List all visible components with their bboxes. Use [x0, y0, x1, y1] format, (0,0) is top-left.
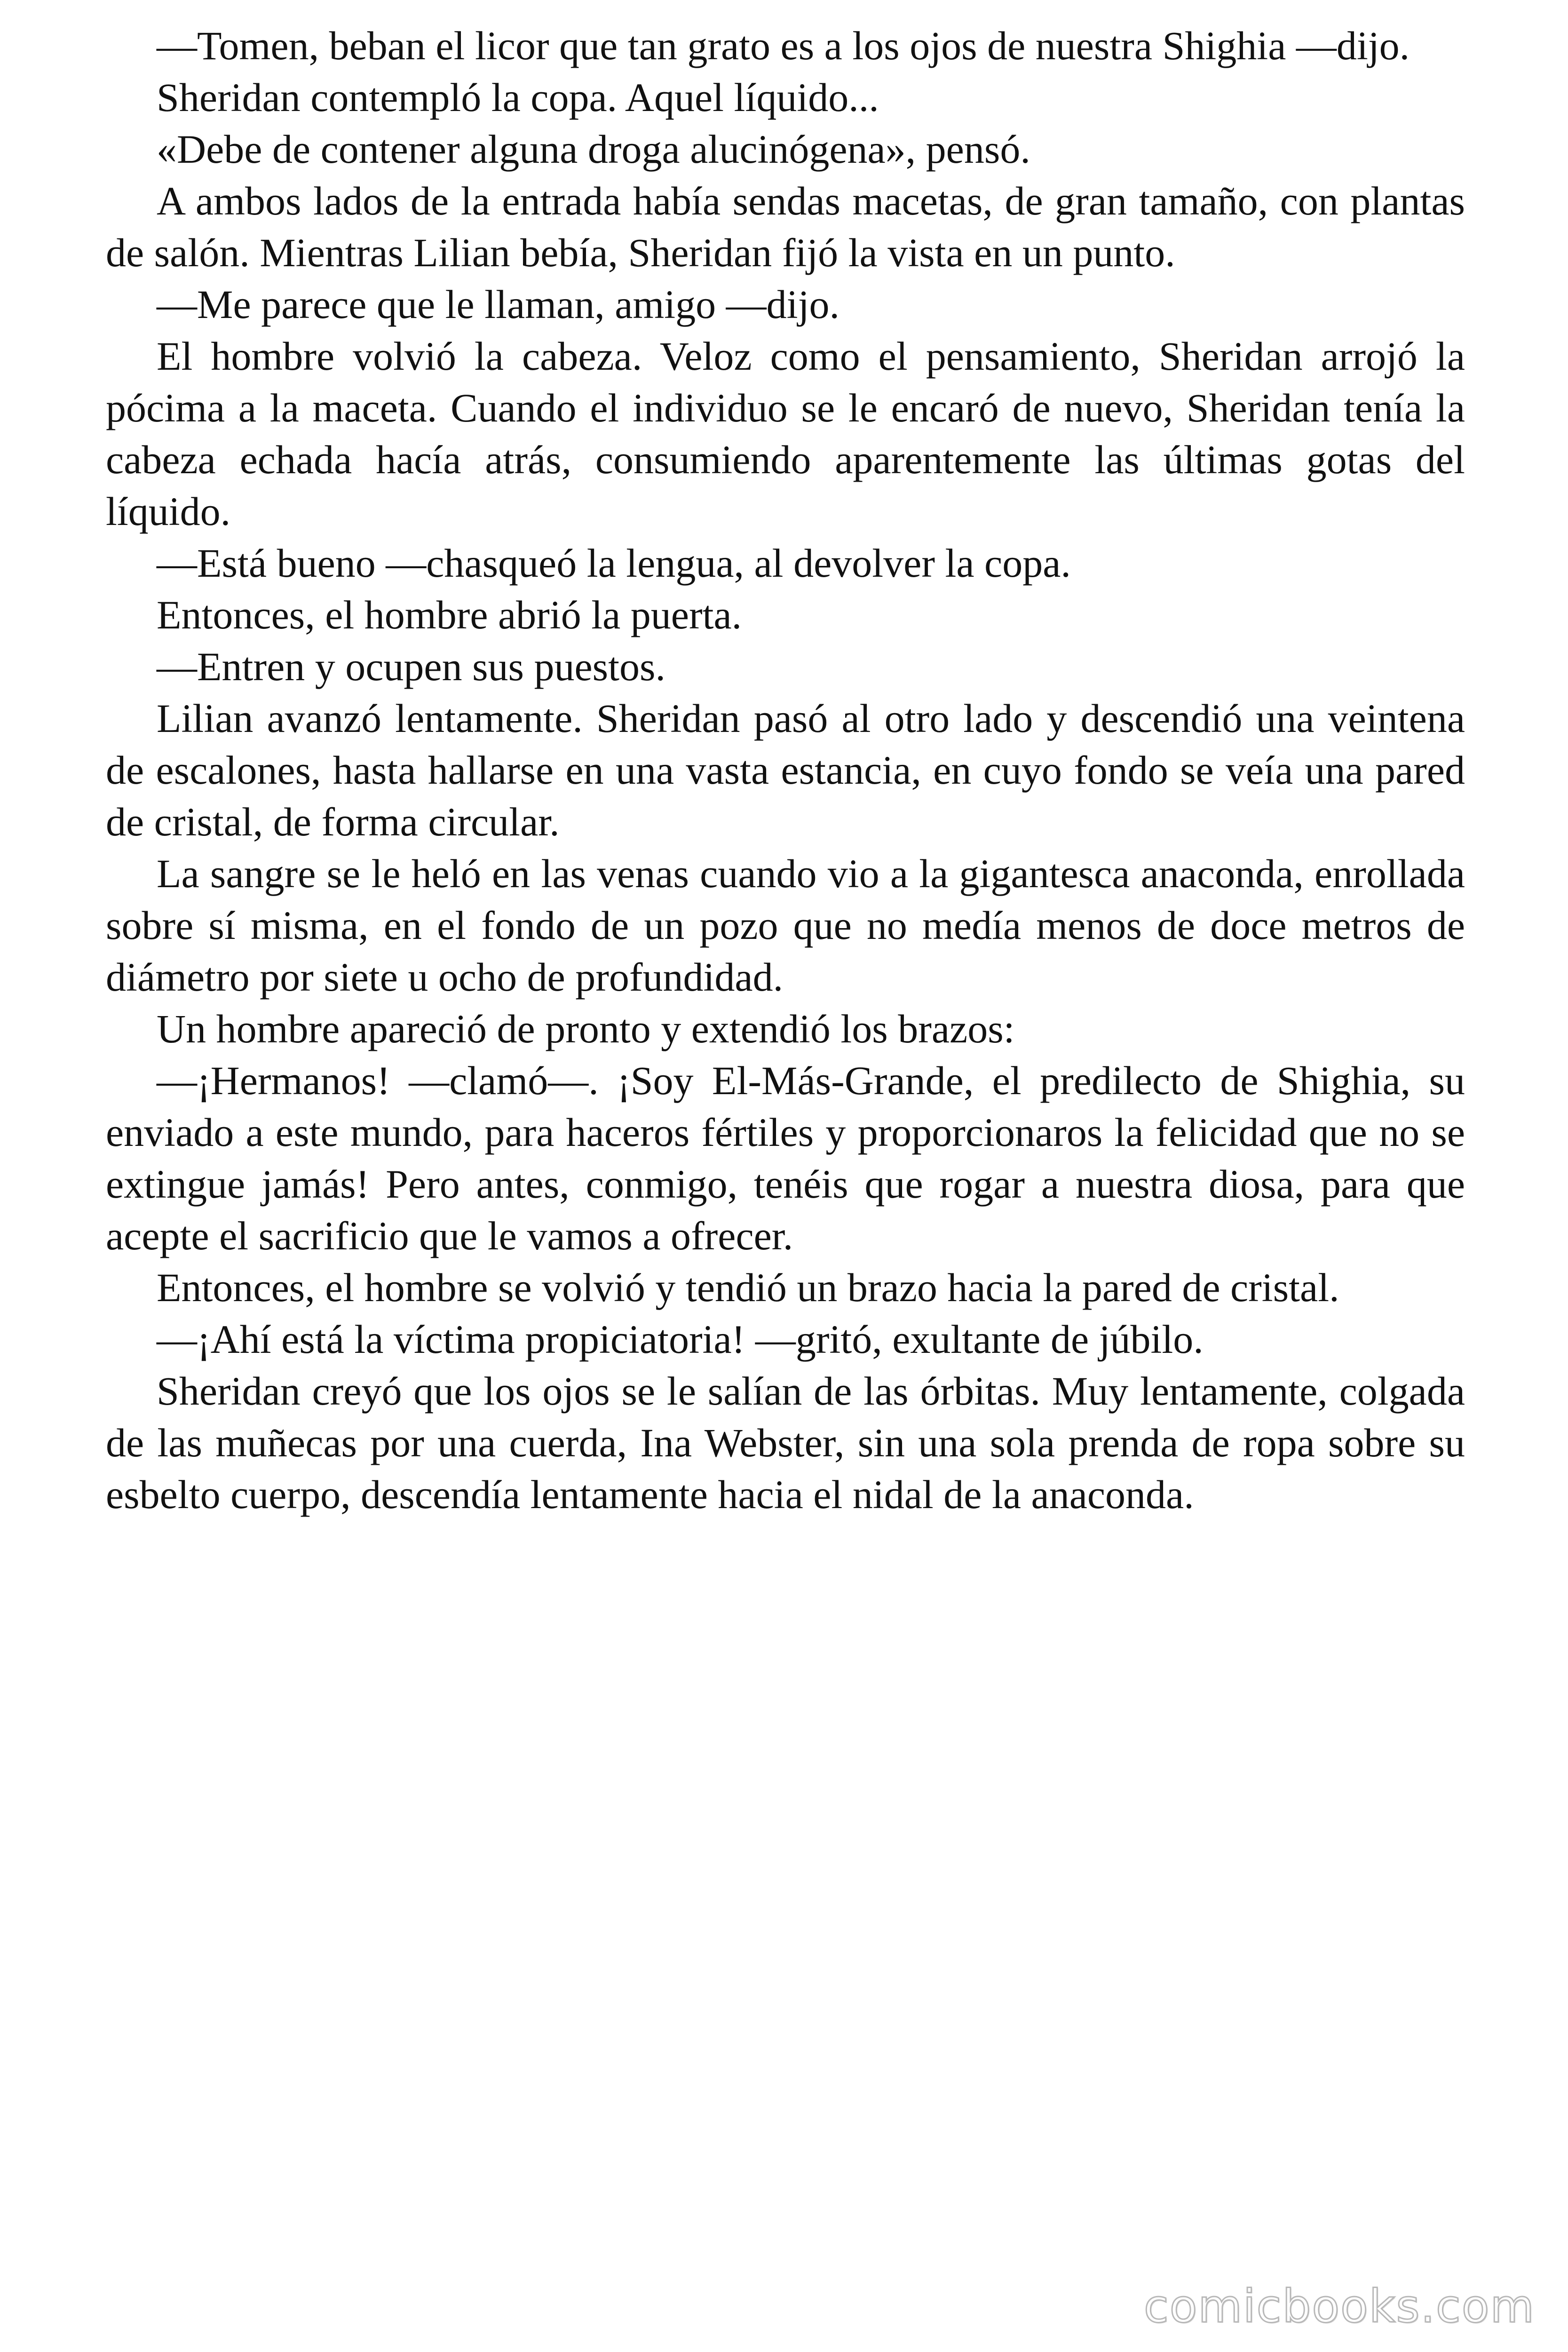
- watermark: comicbooks.com: [1143, 2280, 1535, 2333]
- paragraph: La sangre se le heló en las venas cuando vio a la gigantesca anaconda, enrollada sobre sí misma, en el fondo de un pozo que no medía menos de doce metros de diámetro por siete u ocho de profundidad.: [106, 851, 1465, 1000]
- paragraph: Un hombre apareció de pronto y extendió los brazos:: [157, 1006, 1015, 1051]
- paragraph: Sheridan creyó que los ojos se le salían de las órbitas. Muy lentamente, colgada de las muñecas por una cuerda, Ina Webster, sin una sola prenda de ropa sobre su esbelto cuerpo, descendía lentamente hacia el nidal de la anaconda.: [106, 1368, 1465, 1517]
- paragraph: A ambos lados de la entrada había sendas macetas, de gran tamaño, con plantas de salón. Mientras Lilian bebía, Sheridan fijó la vista en un punto.: [106, 178, 1465, 275]
- paragraph: —Tomen, beban el licor que tan grato es a los ojos de nuestra Shighia —dijo.: [157, 23, 1410, 68]
- paragraph: «Debe de contener alguna droga alucinógena», pensó.: [157, 127, 1030, 172]
- paragraph: —¡Hermanos! —clamó—. ¡Soy El-Más-Grande, el predilecto de Shighia, su enviado a este mundo, para haceros fértiles y proporcionaros la felicidad que no se extingue jamás! Pero antes, conmigo, tenéis que rogar a nuestra diosa, para que acepte el sacrificio que le vamos a ofrecer.: [106, 1058, 1465, 1258]
- paragraph: El hombre volvió la cabeza. Veloz como el pensamiento, Sheridan arrojó la pócima a la maceta. Cuando el individuo se le encaró de nuevo, Sheridan tenía la cabeza echada hacía atrás, consumiendo aparentemente las últimas gotas del líquido.: [106, 334, 1465, 534]
- paragraph: —Entren y ocupen sus puestos.: [157, 644, 666, 689]
- paragraph: Lilian avanzó lentamente. Sheridan pasó al otro lado y descendió una veintena de escalones, hasta hallarse en una vasta estancia, en cuyo fondo se veía una pared de cristal, de forma circular.: [106, 696, 1465, 844]
- paragraph: Sheridan contempló la copa. Aquel líquido...: [157, 75, 879, 120]
- paragraph: Entonces, el hombre abrió la puerta.: [157, 592, 742, 637]
- paragraph: —Está bueno —chasqueó la lengua, al devolver la copa.: [157, 540, 1071, 586]
- paragraph: Entonces, el hombre se volvió y tendió un brazo hacia la pared de cristal.: [157, 1265, 1339, 1310]
- page-body: [106, 20, 1465, 1520]
- paragraph: —¡Ahí está la víctima propiciatoria! —gritó, exultante de júbilo.: [157, 1317, 1204, 1362]
- paragraph: —Me parece que le llaman, amigo —dijo.: [157, 282, 839, 327]
